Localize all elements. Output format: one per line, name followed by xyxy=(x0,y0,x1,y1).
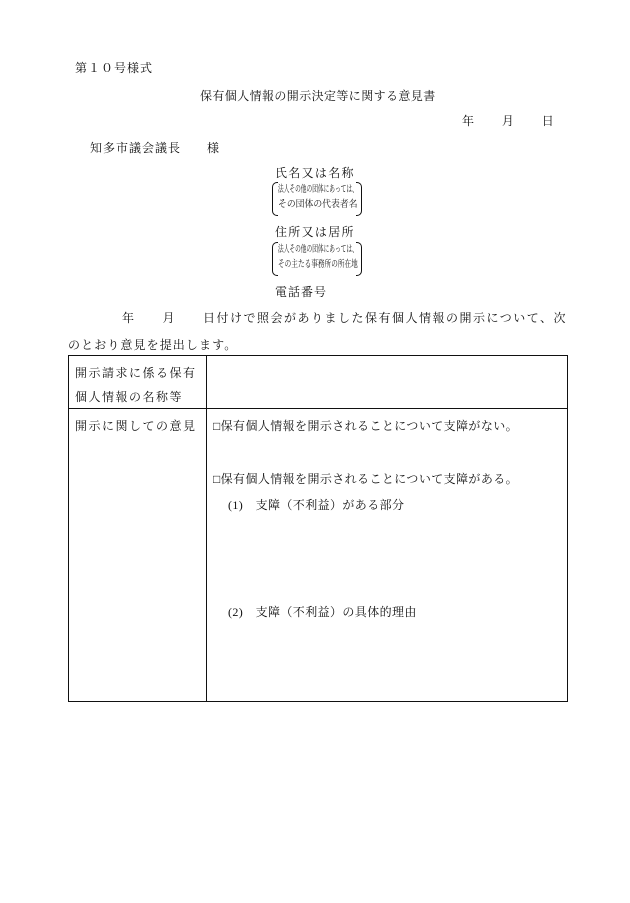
addressee: 知多市議会議長 様 xyxy=(90,141,221,155)
checkbox-objection[interactable]: □ xyxy=(213,472,221,486)
phone-label: 電話番号 xyxy=(275,285,328,299)
intro-line1: 年 月 日付けで照会がありました保有個人情報の開示について、次 xyxy=(68,311,568,325)
objection-reason-heading: (2) 支障（不利益）の具体的理由 xyxy=(228,605,417,619)
option-no-objection xyxy=(213,419,518,433)
bracket-right xyxy=(356,182,362,216)
objection-part-field[interactable] xyxy=(228,516,558,600)
document-title: 保有個人情報の開示決定等に関する意見書 xyxy=(200,89,436,103)
name-label: 氏名又は名称 xyxy=(275,166,355,180)
intro-line2: のとおり意見を提出します。 xyxy=(68,338,238,352)
date-line: 年 月 日 xyxy=(462,114,556,128)
address-note-line1: 法人その他の団体にあっては、 xyxy=(278,245,358,255)
bracket-right xyxy=(356,242,362,276)
objection-part-heading: (1) 支障（不利益）がある部分 xyxy=(228,498,405,512)
row2-label: 開示に関しての意見 xyxy=(75,419,197,433)
option-objection xyxy=(213,472,518,486)
option-no-objection-label: 保有個人情報を開示されることについて支障がない。 xyxy=(220,419,519,433)
objection-reason-field[interactable] xyxy=(228,623,558,699)
name-note-bracket xyxy=(272,182,362,216)
requested-info-name-field[interactable] xyxy=(208,357,566,407)
table-row-divider xyxy=(68,408,568,409)
option-objection-label: 保有個人情報を開示されることについて支障がある。 xyxy=(220,472,519,486)
name-note-line1: 法人その他の団体にあっては、 xyxy=(278,185,358,195)
row1-label-line2: 個人情報の名称等 xyxy=(75,390,184,404)
form-number: 第１０号様式 xyxy=(75,61,154,75)
checkbox-no-objection[interactable]: □ xyxy=(213,419,221,433)
address-label: 住所又は居所 xyxy=(275,225,355,239)
row1-label-line1: 開示請求に係る保有 xyxy=(75,366,197,380)
address-note-bracket xyxy=(272,242,362,276)
name-note-line2: その団体の代表者名 xyxy=(278,200,358,210)
address-note-line2: その主たる事務所の所在地 xyxy=(278,260,358,270)
